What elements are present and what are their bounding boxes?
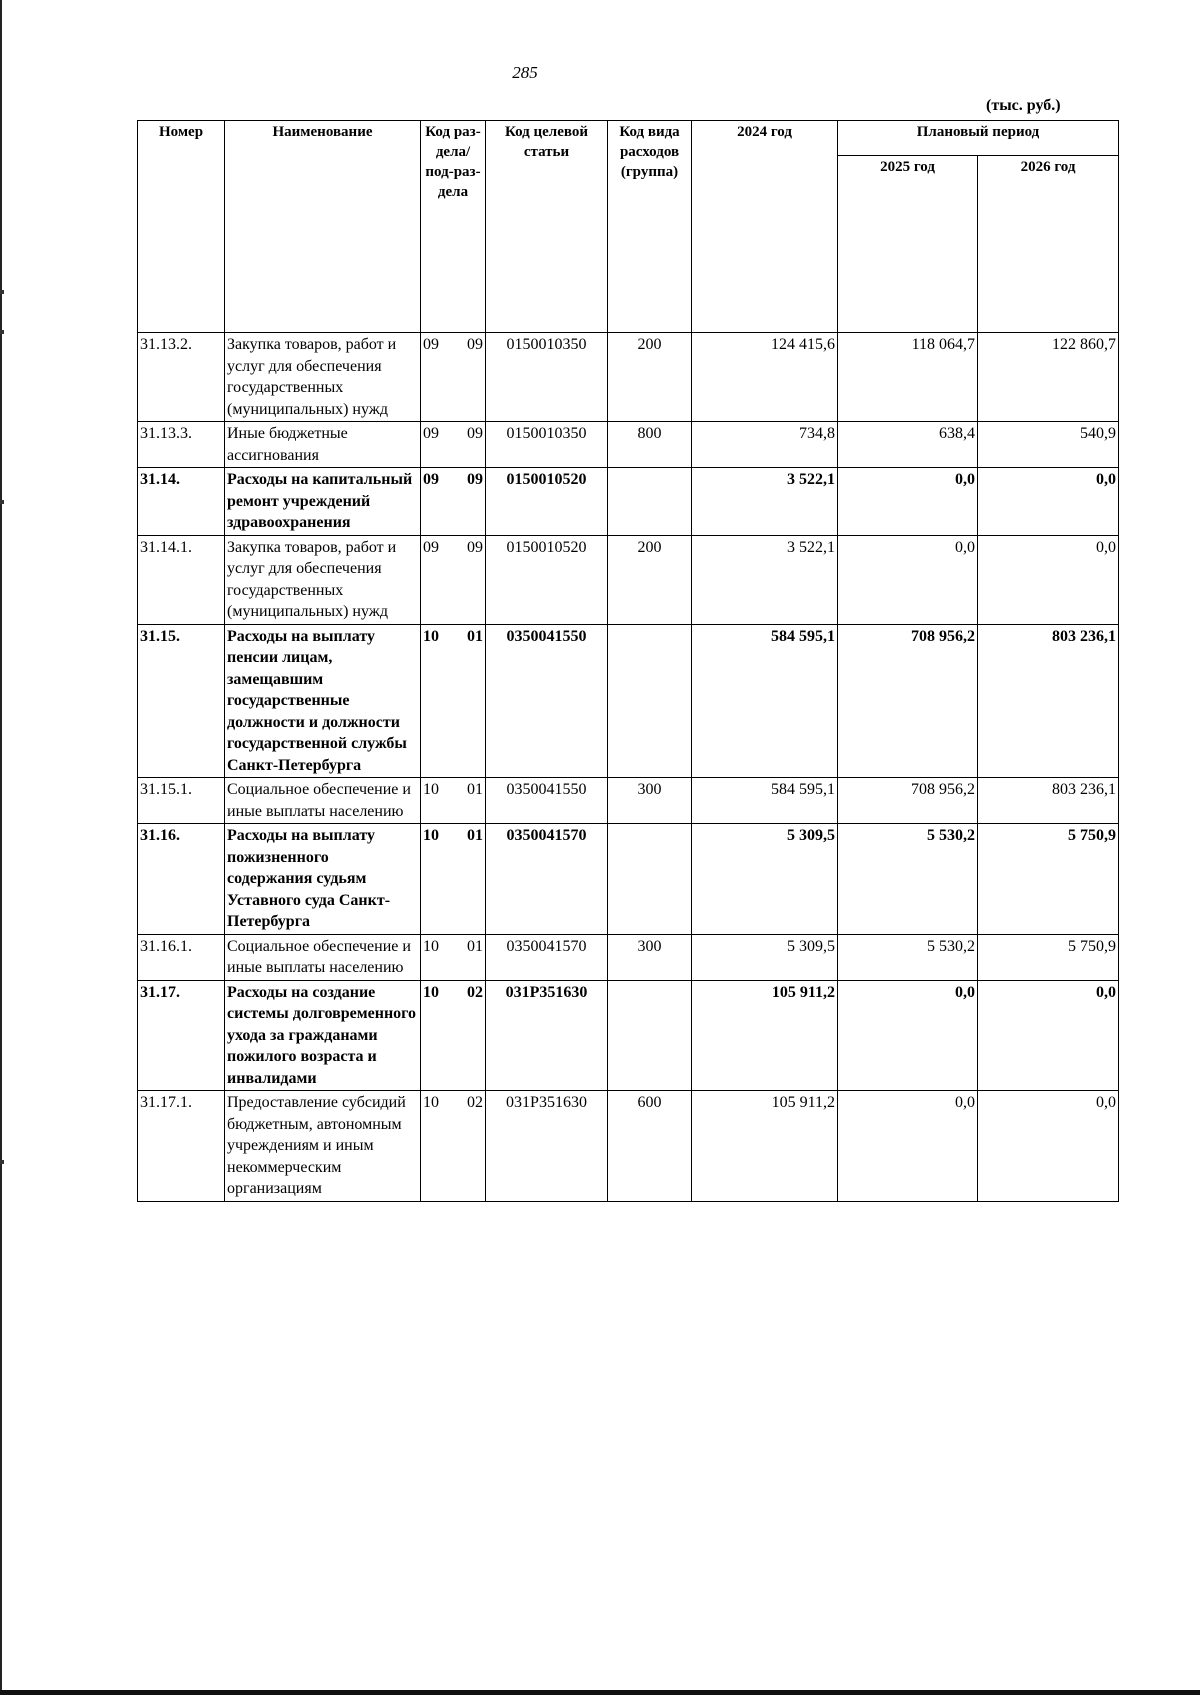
- cell-section-code: [421, 824, 486, 935]
- cell-2026: 803 236,1: [978, 778, 1119, 824]
- cell-target-code: 031P351630: [486, 1091, 608, 1202]
- cell-name: Закупка товаров, работ и услуг для обеспечения государственных (муниципальных) нужд: [225, 333, 421, 422]
- cell-2026: 803 236,1: [978, 624, 1119, 778]
- cell-2025: 5 530,2: [838, 824, 978, 935]
- section-code: 09: [423, 538, 439, 556]
- cell-expense-type: [608, 468, 692, 536]
- cell-name: Расходы на выплату пожизненного содержания судьям Уставного суда Санкт-Петербурга: [225, 824, 421, 935]
- subsection-code: 09: [467, 425, 483, 442]
- cell-number: 31.14.1.: [138, 535, 225, 624]
- cell-expense-type: [608, 980, 692, 1091]
- subsection-code: 01: [467, 937, 483, 955]
- section-code: 09: [423, 336, 439, 353]
- cell-target-code: 0150010350: [486, 422, 608, 468]
- cell-number: 31.15.: [138, 624, 225, 778]
- header-expense-type: Код вида расходов (группа): [608, 121, 692, 333]
- cell-expense-type: 300: [608, 778, 692, 824]
- cell-section-code: [421, 624, 486, 778]
- section-code: 10: [423, 781, 439, 798]
- subsection-code: 02: [467, 983, 483, 1001]
- cell-target-code: 0150010350: [486, 333, 608, 422]
- cell-number: 31.16.: [138, 824, 225, 935]
- cell-name: Расходы на выплату пенсии лицам, замещавшим государственные должности и должности государственной службы Санкт-Петербурга: [225, 624, 421, 778]
- cell-target-code: 0350041570: [486, 824, 608, 935]
- cell-expense-type: 200: [608, 535, 692, 624]
- cell-number: 31.13.2.: [138, 333, 225, 422]
- cell-section-code: [421, 980, 486, 1091]
- table-header: [138, 121, 1119, 333]
- cell-2024: 3 522,1: [692, 535, 838, 624]
- cell-2026: 0,0: [978, 1091, 1119, 1202]
- cell-name: Предоставление субсидий бюджетным, автономным учреждениям и иным некоммерческим организациям: [225, 1091, 421, 1202]
- header-target-code: Код целевой статьи: [486, 121, 608, 333]
- subsection-code: 09: [467, 471, 483, 488]
- header-number: Номер: [138, 121, 225, 333]
- cell-2025: 0,0: [838, 1091, 978, 1202]
- cell-name: Расходы на капитальный ремонт учреждений здравоохранения: [225, 468, 421, 536]
- cell-2025: 708 956,2: [838, 624, 978, 778]
- cell-2026: 122 860,7: [978, 333, 1119, 422]
- cell-expense-type: 200: [608, 333, 692, 422]
- cell-name: Иные бюджетные ассигнования: [225, 422, 421, 468]
- scan-bottom-edge: [0, 1690, 1200, 1695]
- cell-2024: 105 911,2: [692, 1091, 838, 1202]
- section-code: 10: [423, 1094, 439, 1111]
- section-code: 10: [423, 827, 439, 844]
- cell-2024: 584 595,1: [692, 624, 838, 778]
- subsection-code: 01: [467, 627, 483, 645]
- header-plan-period: Плановый период: [838, 121, 1119, 156]
- scan-mark: [0, 500, 4, 504]
- section-code: 10: [423, 983, 439, 1001]
- cell-number: 31.13.3.: [138, 422, 225, 468]
- subsection-code: 09: [467, 336, 483, 353]
- cell-name: Социальное обеспечение и иные выплаты населению: [225, 778, 421, 824]
- section-code: 09: [423, 471, 439, 488]
- cell-expense-type: [608, 824, 692, 935]
- cell-section-code: [421, 1091, 486, 1202]
- cell-2025: 708 956,2: [838, 778, 978, 824]
- section-code: 10: [423, 937, 439, 955]
- cell-2024: 5 309,5: [692, 934, 838, 980]
- units-label: (тыс. руб.): [986, 97, 1061, 114]
- cell-2024: 3 522,1: [692, 468, 838, 536]
- table-row: [138, 980, 1119, 1091]
- cell-2026: 5 750,9: [978, 934, 1119, 980]
- cell-2026: 5 750,9: [978, 824, 1119, 935]
- page-number: 285: [512, 63, 538, 82]
- scan-left-edge: [0, 0, 2, 1695]
- cell-2025: 0,0: [838, 980, 978, 1091]
- section-code: 10: [423, 627, 439, 645]
- cell-section-code: [421, 934, 486, 980]
- budget-table: [137, 120, 1119, 1202]
- subsection-code: 02: [467, 1094, 483, 1111]
- cell-2024: 734,8: [692, 422, 838, 468]
- subsection-code: 09: [467, 538, 483, 556]
- cell-target-code: 0350041550: [486, 624, 608, 778]
- table-row: [138, 934, 1119, 980]
- cell-2025: 0,0: [838, 468, 978, 536]
- header-section-code: Код раз-дела/ под-раз-дела: [421, 121, 486, 333]
- cell-expense-type: 800: [608, 422, 692, 468]
- cell-2024: 105 911,2: [692, 980, 838, 1091]
- cell-expense-type: 300: [608, 934, 692, 980]
- cell-2026: 0,0: [978, 535, 1119, 624]
- cell-2025: 118 064,7: [838, 333, 978, 422]
- header-2024: 2024 год: [692, 121, 838, 333]
- cell-number: 31.15.1.: [138, 778, 225, 824]
- cell-target-code: 0150010520: [486, 535, 608, 624]
- table-row: [138, 333, 1119, 422]
- cell-section-code: [421, 468, 486, 536]
- cell-target-code: 031P351630: [486, 980, 608, 1091]
- cell-section-code: [421, 422, 486, 468]
- table-row: [138, 468, 1119, 536]
- cell-2026: 540,9: [978, 422, 1119, 468]
- cell-number: 31.14.: [138, 468, 225, 536]
- subsection-code: 01: [467, 781, 483, 798]
- table-row: [138, 1091, 1119, 1202]
- cell-name: Социальное обеспечение и иные выплаты населению: [225, 934, 421, 980]
- cell-2025: 638,4: [838, 422, 978, 468]
- table-row: [138, 778, 1119, 824]
- cell-target-code: 0350041550: [486, 778, 608, 824]
- cell-expense-type: 600: [608, 1091, 692, 1202]
- cell-section-code: [421, 333, 486, 422]
- cell-target-code: 0350041570: [486, 934, 608, 980]
- cell-2025: 0,0: [838, 535, 978, 624]
- cell-target-code: 0150010520: [486, 468, 608, 536]
- cell-2024: 124 415,6: [692, 333, 838, 422]
- cell-2025: 5 530,2: [838, 934, 978, 980]
- header-name: Наименование: [225, 121, 421, 333]
- table-row: [138, 824, 1119, 935]
- cell-section-code: [421, 778, 486, 824]
- cell-name: Закупка товаров, работ и услуг для обеспечения государственных (муниципальных) нужд: [225, 535, 421, 624]
- cell-section-code: [421, 535, 486, 624]
- cell-number: 31.17.: [138, 980, 225, 1091]
- scan-mark: [0, 290, 4, 294]
- cell-number: 31.17.1.: [138, 1091, 225, 1202]
- scan-mark: [0, 1160, 4, 1164]
- cell-2024: 584 595,1: [692, 778, 838, 824]
- subsection-code: 01: [467, 827, 483, 844]
- table-row: [138, 624, 1119, 778]
- cell-expense-type: [608, 624, 692, 778]
- table-body: [138, 333, 1119, 1202]
- cell-number: 31.16.1.: [138, 934, 225, 980]
- header-2026: 2026 год: [978, 156, 1119, 333]
- cell-2026: 0,0: [978, 980, 1119, 1091]
- section-code: 09: [423, 425, 439, 442]
- table-row: [138, 535, 1119, 624]
- header-2025: 2025 год: [838, 156, 978, 333]
- scan-mark: [0, 330, 4, 334]
- cell-2024: 5 309,5: [692, 824, 838, 935]
- table-row: [138, 422, 1119, 468]
- cell-2026: 0,0: [978, 468, 1119, 536]
- cell-name: Расходы на создание системы долговременного ухода за гражданами пожилого возраста и инвалидами: [225, 980, 421, 1091]
